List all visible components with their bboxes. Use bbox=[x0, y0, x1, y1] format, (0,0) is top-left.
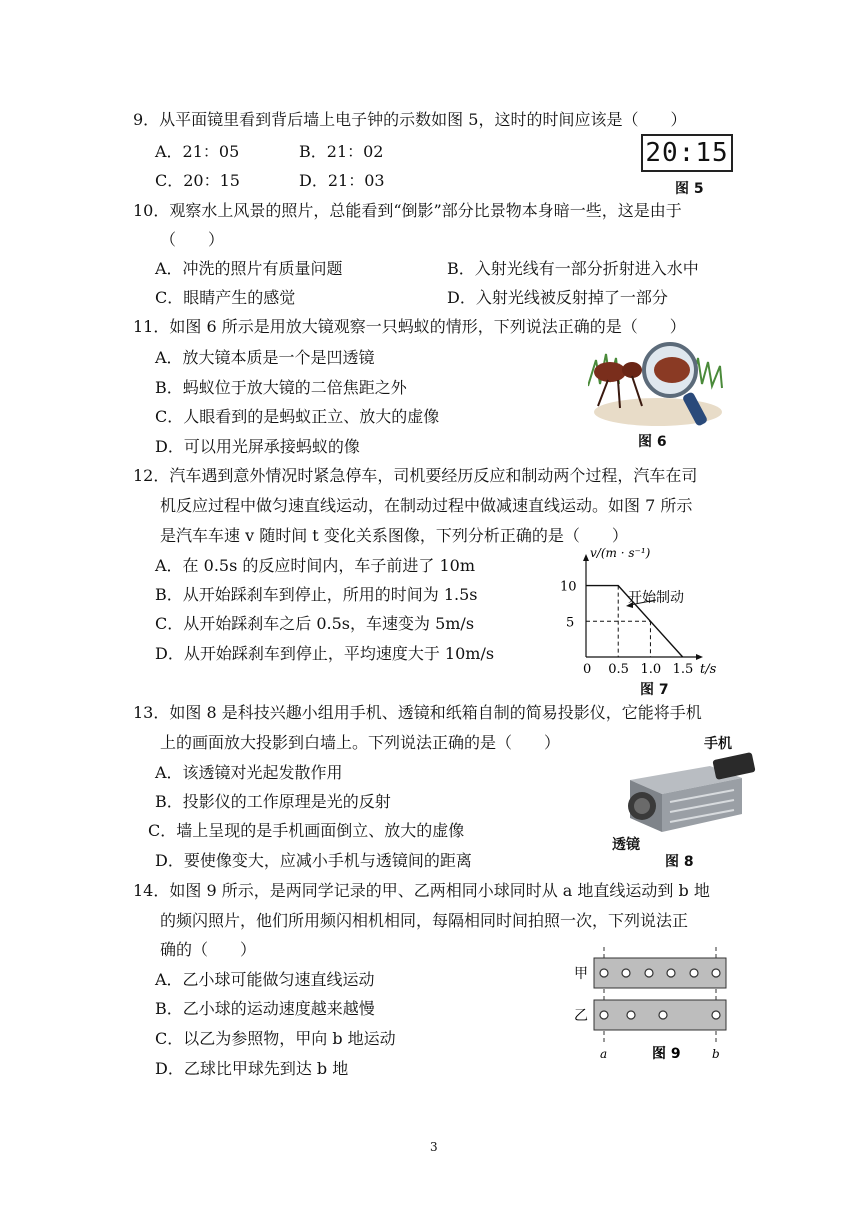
x-axis-label: t/s bbox=[700, 662, 717, 677]
ball-yi-2 bbox=[627, 1011, 635, 1019]
velocity-time-chart bbox=[560, 545, 730, 677]
label-lens: 透镜 bbox=[612, 837, 640, 853]
ball-yi-4 bbox=[712, 1011, 720, 1019]
q9-stem: 9．从平面镜里看到背后墙上电子钟的示数如图 5，这时的时间应该是（ ） bbox=[133, 110, 687, 129]
digital-clock-figure bbox=[641, 134, 733, 172]
q9-option-d: D．21：03 bbox=[299, 171, 385, 190]
q14-stem-line2: 的频闪照片，他们所用频闪相机相同，每隔相同时间拍照一次，下列说法正 bbox=[160, 911, 689, 930]
ytick-10: 10 bbox=[560, 579, 577, 595]
figure-5-caption: 图 5 bbox=[675, 181, 704, 197]
q10-option-b: B．入射光线有一部分折射进入水中 bbox=[447, 259, 699, 278]
q12-stem-line2: 机反应过程中做匀速直线运动，在制动过程中做减速直线运动。如图 7 所示 bbox=[160, 496, 693, 515]
ball-jia-6 bbox=[712, 969, 720, 977]
q13-stem-line2: 上的画面放大投影到白墙上。下列说法正确的是（ ） bbox=[160, 733, 561, 752]
ball-jia-4 bbox=[667, 969, 675, 977]
q10-option-c: C．眼睛产生的感觉 bbox=[155, 288, 296, 307]
q10-option-a: A．冲洗的照片有质量问题 bbox=[155, 259, 343, 278]
projector-box-illustration bbox=[610, 752, 765, 836]
q14-stem-line1: 14．如图 9 所示，是两同学记录的甲、乙两相同小球同时从 a 地直线运动到 b 地 bbox=[133, 881, 710, 900]
y-axis-label: v/(m · s⁻¹) bbox=[590, 546, 651, 560]
ball-yi-1 bbox=[600, 1011, 608, 1019]
ant-magnifier-illustration bbox=[588, 340, 728, 432]
q14-option-a: A．乙小球可能做匀速直线运动 bbox=[155, 970, 375, 989]
annotation-start-braking: 开始制动 bbox=[628, 590, 684, 606]
q10-stem-line2: （ ） bbox=[160, 230, 225, 249]
q13-option-c: C．墙上呈现的是手机画面倒立、放大的虚像 bbox=[148, 821, 465, 840]
q11-stem: 11．如图 6 所示是用放大镜观察一只蚂蚁的情形，下列说法正确的是（ ） bbox=[133, 317, 686, 336]
q14-option-c: C．以乙为参照物，甲向 b 地运动 bbox=[155, 1029, 396, 1048]
figure-7-caption: 图 7 bbox=[640, 682, 669, 698]
ball-yi-3 bbox=[659, 1011, 667, 1019]
q9-option-c: C．20：15 bbox=[155, 171, 240, 190]
q11-option-d: D．可以用光屏承接蚂蚁的像 bbox=[155, 437, 360, 456]
q12-stem-line3: 是汽车车速 v 随时间 t 变化关系图像，下列分析正确的是（ ） bbox=[160, 526, 628, 545]
q13-option-a: A．该透镜对光起发散作用 bbox=[155, 763, 343, 782]
label-jia: 甲 bbox=[574, 966, 588, 982]
clock-display: 20:15 bbox=[645, 138, 729, 168]
xtick-1.0: 1.0 bbox=[640, 662, 662, 677]
q13-option-d: D．要使像变大，应减小手机与透镜间的距离 bbox=[155, 851, 472, 870]
q11-option-a: A．放大镜本质是一个是凹透镜 bbox=[155, 348, 375, 367]
q14-stem-line3: 确的（ ） bbox=[160, 940, 257, 959]
q11-option-b: B．蚂蚁位于放大镜的二倍焦距之外 bbox=[155, 378, 407, 397]
xtick-1.5: 1.5 bbox=[672, 662, 694, 677]
label-yi: 乙 bbox=[574, 1008, 588, 1024]
q12-stem-line1: 12．汽车遇到意外情况时紧急停车，司机要经历反应和制动两个过程，汽车在司 bbox=[133, 466, 698, 485]
q9-option-b: B．21：02 bbox=[299, 142, 384, 161]
strobe-photo-figure bbox=[570, 945, 736, 1065]
ball-jia-3 bbox=[645, 969, 653, 977]
q13-option-b: B．投影仪的工作原理是光的反射 bbox=[155, 792, 391, 811]
xtick-0.5: 0.5 bbox=[608, 662, 629, 677]
q9-option-a: A．21：05 bbox=[155, 142, 240, 161]
y-axis-arrow bbox=[583, 554, 589, 561]
q11-option-c: C．人眼看到的是蚂蚁正立、放大的虚像 bbox=[155, 407, 440, 426]
ball-jia-1 bbox=[600, 969, 608, 977]
q13-stem-line1: 13．如图 8 是科技兴趣小组用手机、透镜和纸箱自制的简易投影仪，它能将手机 bbox=[133, 703, 702, 722]
xtick-0: 0 bbox=[583, 662, 592, 677]
label-b: b bbox=[712, 1047, 720, 1061]
ball-jia-2 bbox=[622, 969, 630, 977]
x-axis-arrow bbox=[696, 654, 703, 660]
strip-jia bbox=[594, 958, 726, 988]
page-number: 3 bbox=[430, 1140, 438, 1154]
q14-option-d: D．乙球比甲球先到达 b 地 bbox=[155, 1059, 349, 1078]
q10-option-d: D．入射光线被反射掉了一部分 bbox=[447, 288, 668, 307]
ytick-5: 5 bbox=[566, 615, 575, 631]
q12-option-a: A．在 0.5s 的反应时间内，车子前进了 10m bbox=[155, 556, 476, 575]
label-a: a bbox=[600, 1047, 608, 1061]
q14-option-b: B．乙小球的运动速度越来越慢 bbox=[155, 999, 375, 1018]
ball-jia-5 bbox=[690, 969, 698, 977]
q12-option-c: C．从开始踩刹车之后 0.5s，车速变为 5m/s bbox=[155, 614, 475, 633]
label-phone: 手机 bbox=[704, 736, 732, 752]
figure-8-caption: 图 8 bbox=[665, 854, 694, 870]
figure-6-caption: 图 6 bbox=[638, 434, 667, 450]
q12-option-b: B．从开始踩刹车到停止，所用的时间为 1.5s bbox=[155, 585, 478, 604]
figure-9-caption: 图 9 bbox=[652, 1046, 681, 1062]
q10-stem-line1: 10．观察水上风景的照片，总能看到“倒影”部分比景物本身暗一些，这是由于 bbox=[133, 201, 682, 220]
q12-option-d: D．从开始踩刹车到停止，平均速度大于 10m/s bbox=[155, 644, 495, 663]
